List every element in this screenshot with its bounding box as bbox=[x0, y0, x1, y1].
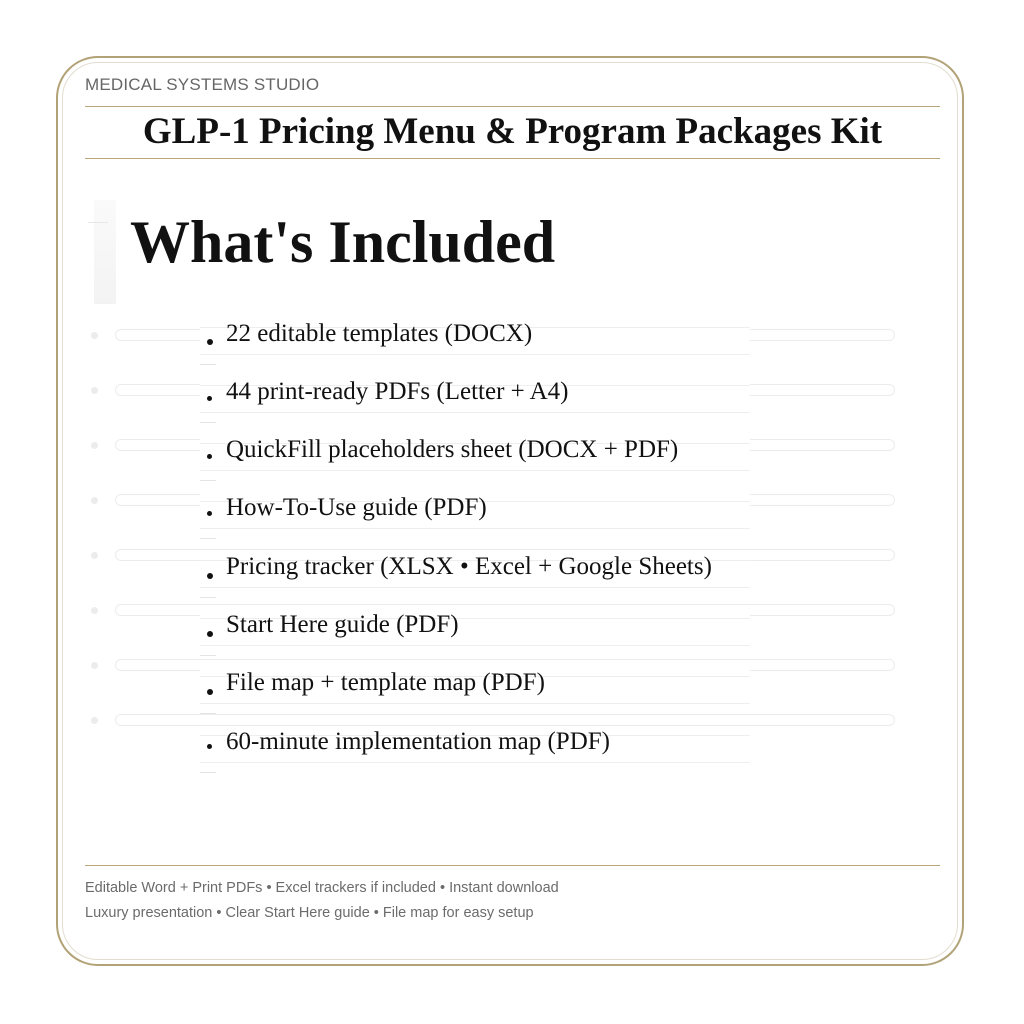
list-item-label: Pricing tracker (XLSX • Excel + Google Sheets) bbox=[226, 553, 712, 580]
header-bottom-rule bbox=[85, 158, 940, 159]
brand-name: MEDICAL SYSTEMS STUDIO bbox=[85, 75, 320, 94]
list-item-label: File map + template map (PDF) bbox=[226, 669, 545, 696]
ghost-dot bbox=[91, 607, 98, 614]
list-item bbox=[200, 318, 750, 364]
item-guide-line bbox=[200, 703, 750, 704]
item-guide-line bbox=[200, 354, 750, 355]
ghost-dot bbox=[91, 442, 98, 449]
bullet-box bbox=[200, 492, 216, 539]
item-guide-line bbox=[200, 587, 750, 588]
item-guide-line bbox=[200, 645, 750, 646]
bullet-box bbox=[200, 434, 216, 481]
ghost-row bbox=[115, 714, 895, 726]
bullet-icon bbox=[207, 573, 213, 579]
list-item bbox=[200, 492, 750, 538]
ghost-dot bbox=[91, 717, 98, 724]
list-item bbox=[200, 551, 750, 597]
list-item bbox=[200, 609, 750, 655]
list-item-label: Start Here guide (PDF) bbox=[226, 611, 459, 638]
ghost-dot bbox=[91, 332, 98, 339]
decorative-side-bar bbox=[94, 200, 116, 304]
page-title: GLP-1 Pricing Menu & Program Packages Kit bbox=[142, 111, 883, 152]
item-guide-line bbox=[200, 412, 750, 413]
list-item bbox=[200, 667, 750, 713]
bullet-box bbox=[200, 551, 216, 598]
header-top-rule bbox=[85, 106, 940, 107]
list-item-label: 44 print-ready PDFs (Letter + A4) bbox=[226, 378, 569, 405]
footer-features-line: Editable Word + Print PDFs • Excel trackers if included • Instant download bbox=[85, 880, 559, 896]
bullet-icon bbox=[207, 396, 212, 401]
list-item-label: QuickFill placeholders sheet (DOCX + PDF) bbox=[226, 436, 679, 463]
list-item-label: 22 editable templates (DOCX) bbox=[226, 320, 533, 347]
bullet-icon bbox=[207, 689, 213, 695]
list-item-label: How-To-Use guide (PDF) bbox=[226, 494, 487, 521]
bullet-icon bbox=[207, 744, 212, 749]
bullet-box bbox=[200, 376, 216, 423]
bullet-box bbox=[200, 609, 216, 656]
item-guide-line bbox=[200, 528, 750, 529]
list-item-label: 60-minute implementation map (PDF) bbox=[226, 728, 610, 755]
ghost-dot bbox=[91, 497, 98, 504]
bullet-icon bbox=[207, 631, 213, 637]
bullet-box bbox=[200, 318, 216, 365]
ghost-dot bbox=[91, 387, 98, 394]
bullet-box bbox=[200, 726, 216, 773]
bullet-icon bbox=[207, 511, 212, 516]
list-item bbox=[200, 376, 750, 422]
decorative-tick bbox=[88, 222, 108, 223]
footer-rule bbox=[85, 865, 940, 866]
bullet-icon bbox=[207, 339, 213, 345]
item-guide-line bbox=[200, 470, 750, 471]
ghost-dot bbox=[91, 662, 98, 669]
section-title: What's Included bbox=[130, 209, 556, 275]
footer-benefits-line: Luxury presentation • Clear Start Here guide • File map for easy setup bbox=[85, 905, 534, 921]
bullet-icon bbox=[207, 454, 212, 459]
bullet-box bbox=[200, 667, 216, 714]
ghost-dot bbox=[91, 552, 98, 559]
list-item bbox=[200, 434, 750, 480]
item-guide-line bbox=[200, 762, 750, 763]
list-item bbox=[200, 726, 750, 772]
